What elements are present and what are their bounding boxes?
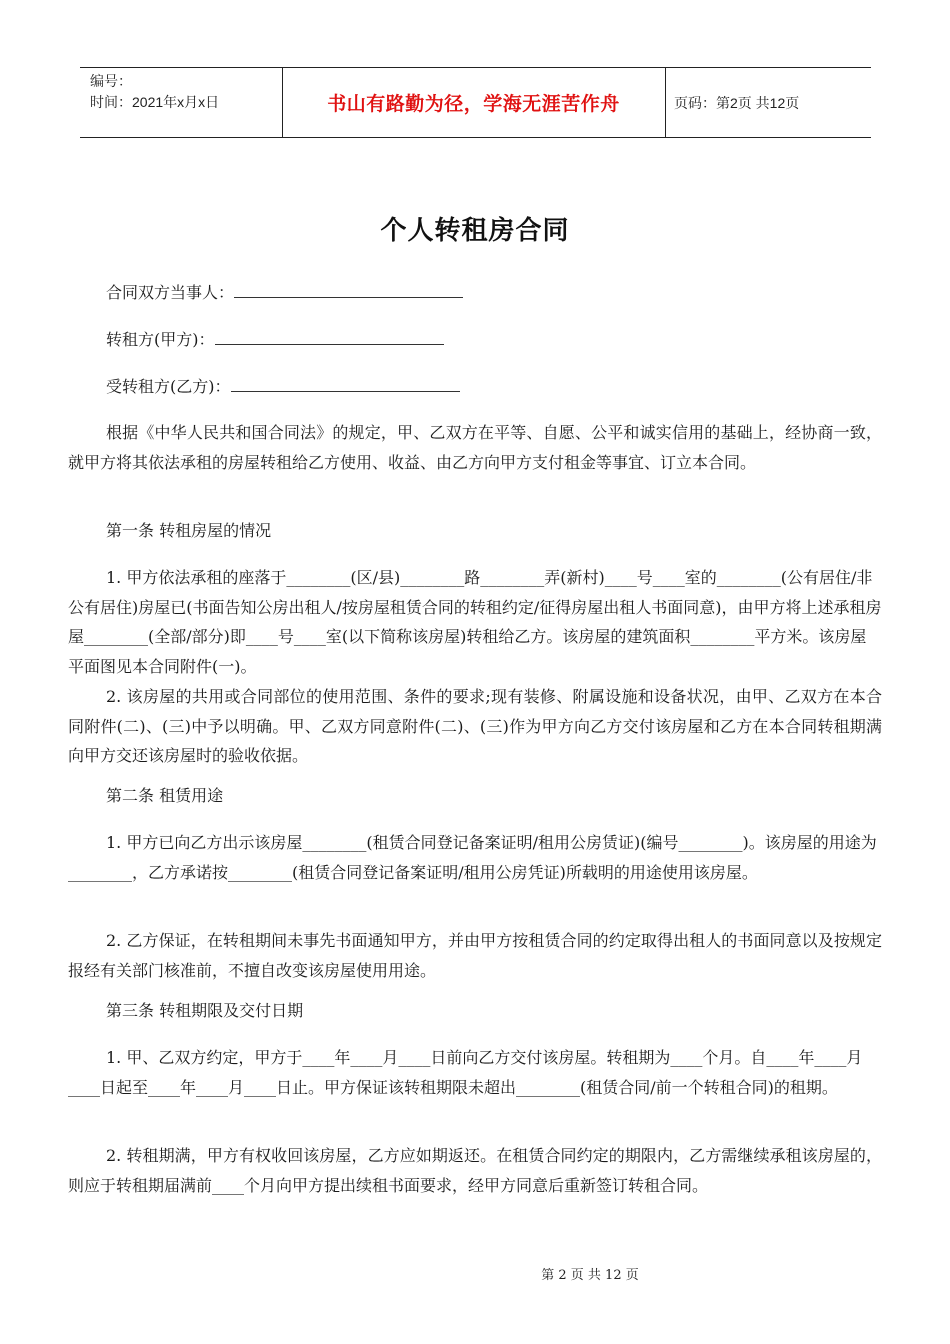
party-a-blank <box>215 330 444 345</box>
article-2-clause-1: 1. 甲方已向乙方出示该房屋________(租赁合同登记备案证明/租用公房赁证)(编号________)。该房屋的用途为________，乙方承诺按________(租赁合同登记备案证明/租用公房凭证)所载明的用途使用该房屋。 <box>68 833 877 882</box>
article-3-clause-2: 2. 转租期满，甲方有权收回该房屋，乙方应如期返还。在租赁合同约定的期限内，乙方需继续承租该房屋的，则应于转租期届满前____个月向甲方提出续租书面要求，经甲方同意后重新签订转租合同。 <box>68 1146 882 1195</box>
intro-paragraph: 根据《中华人民共和国合同法》的规定，甲、乙双方在平等、自愿、公平和诚实信用的基础上，经协商一致，就甲方将其依法承租的房屋转租给乙方使用、收益、由乙方向甲方支付租金等事宜、订立本合同。 <box>68 423 882 472</box>
document-header <box>80 67 871 138</box>
header-meta <box>90 71 219 113</box>
article-1-clause-2: 2. 该房屋的共用或合同部位的使用范围、条件的要求;现有装修、附属设施和设备状况，由甲、乙双方在本合同附件(二)、(三)中予以明确。甲、乙双方同意附件(二)、(三)作为甲方向乙方交付该房屋和乙方在本合同转租期满向甲方交还该房屋时的验收依据。 <box>68 687 882 765</box>
article-3-heading: 第三条 转租期限及交付日期 <box>106 1001 304 1020</box>
article-2-clause-2: 2. 乙方保证，在转租期间未事先书面通知甲方，并由甲方按租赁合同的约定取得出租人的书面同意以及按规定报经有关部门核准前，不擅自改变该房屋使用用途。 <box>68 931 882 980</box>
article-3-clause-1: 1. 甲、乙双方约定，甲方于____年____月____日前向乙方交付该房屋。转租期为____个月。自____年____月____日起至____年____月____日止。甲方保证该转租期限未超出________(租赁合同/前一个转租合同)的租期。 <box>68 1048 863 1097</box>
parties-field <box>106 283 463 303</box>
party-b-blank <box>231 377 460 392</box>
article-1-clause-1: 1. 甲方依法承租的座落于________(区/县)________路________弄(新村)____号____室的________(公有居住/非公有居住)房屋已(书面告知公房出租人/按房屋租赁合同的转租约定/征得房屋出租人书面同意)，由甲方将上述承租房屋________(全部/部分)即____号____室(以下简称该房屋)转租给乙方。该房屋的建筑面积________平方米。该房屋平面图见本合同附件(一)。 <box>68 568 882 676</box>
header-page-info: 页码：第2页 共12页 <box>674 94 800 111</box>
article-2-heading: 第二条 租赁用途 <box>106 786 224 805</box>
party-a-field <box>106 330 444 350</box>
page-footer: 第 2 页 共 12 页 <box>541 1268 639 1283</box>
article-1-heading: 第一条 转租房屋的情况 <box>106 521 272 540</box>
parties-label: 合同双方当事人： <box>106 283 235 302</box>
party-b-label: 受转租方(乙方)： <box>106 377 231 396</box>
header-time-label: 时间：2021年x月x日 <box>90 94 220 110</box>
header-motto: 书山有路勤为径，学海无涯苦作舟 <box>327 93 620 115</box>
document-title: 个人转租房合同 <box>380 216 570 246</box>
party-b-field <box>106 377 460 397</box>
party-a-label: 转租方(甲方)： <box>106 330 215 349</box>
parties-blank <box>234 283 463 298</box>
header-number-label: 编号： <box>90 73 132 89</box>
